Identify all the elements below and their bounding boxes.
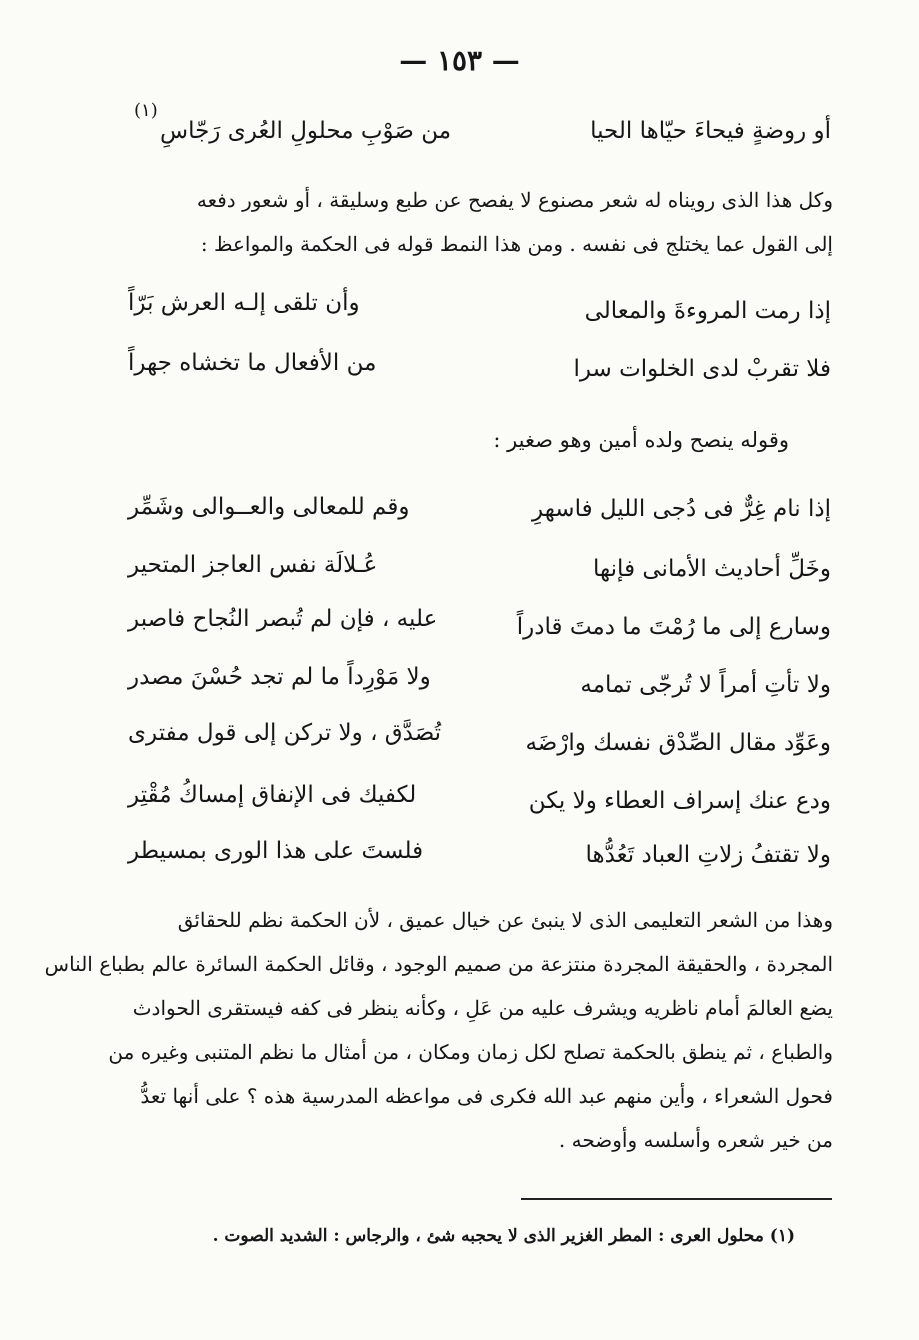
poem1-verse1-left: وأن تلقى إلـه العرش بَرّاً [128,290,360,316]
footnote: (١) محلول العرى : المطر الغزير الذى لا يحجبه شئ ، والرجاس : الشديد الصوت . [212,1226,795,1246]
footnote-divider [521,1198,832,1200]
paragraph-2-line: والطباع ، ثم ينطق بالحكمة تصلح لكل زمان ومكان ، من أمثال ما نظم المتنبى وغيره من [108,1040,833,1064]
poem2-verse2-left: عُـلالَة نفس العاجز المتحير [128,552,378,578]
poem2-verse3-right: وسارع إلى ما رُمْتَ ما دمتَ قادراً [516,614,831,640]
paragraph-2-line: وهذا من الشعر التعليمى الذى لا ينبئ عن خيال عميق ، لأن الحكمة نظم للحقائق [177,908,833,932]
paragraph-1 [104,178,833,266]
poem2-verse4-left: ولا مَوْرِداً ما لم تجد حُسْنَ مصدر [128,664,431,690]
poem2-verse5-right: وعَوِّد مقال الصِّدْق نفسك وارْضَه [525,730,831,756]
poem1-verse2-right: فلا تقربْ لدى الخلوات سرا [573,356,831,382]
poem2-verse2-right: وخَلِّ أحاديث الأمانى فإنها [593,556,831,582]
poem1-verse2-left: من الأفعال ما تخشاه جهراً [128,350,377,376]
opening-verse-right: أو روضةٍ فيحاءَ حيّاها الحيا [590,118,831,144]
poem2-verse1-left: وقم للمعالى والعــوالى وشَمِّر [128,494,410,520]
poem2-verse7-left: فلستَ على هذا الورى بمسيطر [128,838,424,864]
paragraph-2 [44,898,833,1162]
opening-verse-left: من صَوْبِ محلولِ العُرى رَجّاسِ [160,118,452,144]
paragraph-1-line: وكل هذا الذى رويناه له شعر مصنوع لا يفصح عن طبع وسليقة ، أو شعور دفعه [196,188,833,212]
poem2-verse5-left: تُصَدَّق ، ولا تركن إلى قول مفترى [128,720,442,746]
poem2-verse6-left: لكفيك فى الإنفاق إمساكُ مُقْتِر [128,782,417,808]
poem2-verse3-left: عليه ، فإن لم تُبصر النُجاح فاصبر [128,606,438,632]
poem2-verse6-right: ودع عنك إسراف العطاء ولا يكن [528,788,831,814]
paragraph-2-line: فحول الشعراء ، وأين منهم عبد الله فكرى فى مواعظه المدرسية هذه ؟ على أنها تعدُّ [140,1084,833,1108]
intro-line: وقوله ينصح ولده أمين وهو صغير : [493,428,789,452]
paragraph-1-line: إلى القول عما يختلج فى نفسه . ومن هذا النمط قوله فى الحكمة والمواعظ : [200,232,833,256]
poem2-verse7-right: ولا تقتفُ زلاتِ العباد تَعُدُّها [585,842,831,868]
footnote-reference: (١) [134,100,158,121]
page-number: — ١٥٣ — [399,44,520,77]
paragraph-2-line: يضع العالمَ أمام ناظريه ويشرف عليه من عَلِ ، وكأنه ينظر فى كفه فيستقرى الحوادث [132,996,833,1020]
poem2-verse4-right: ولا تأتِ أمراً لا تُرجّى تمامه [580,672,831,698]
paragraph-2-line: المجردة ، والحقيقة المجردة منتزعة من صميم الوجود ، وقائل الحكمة السائرة عالم بطباع الناس [44,952,833,976]
paragraph-2-line: من خير شعره وأسلسه وأوضحه . [558,1128,833,1152]
poem2-verse1-right: إذا نام غِرٌّ فى دُجى الليل فاسهرِ [532,496,831,522]
poem1-verse1-right: إذا رمت المروءةَ والمعالى [584,298,831,324]
